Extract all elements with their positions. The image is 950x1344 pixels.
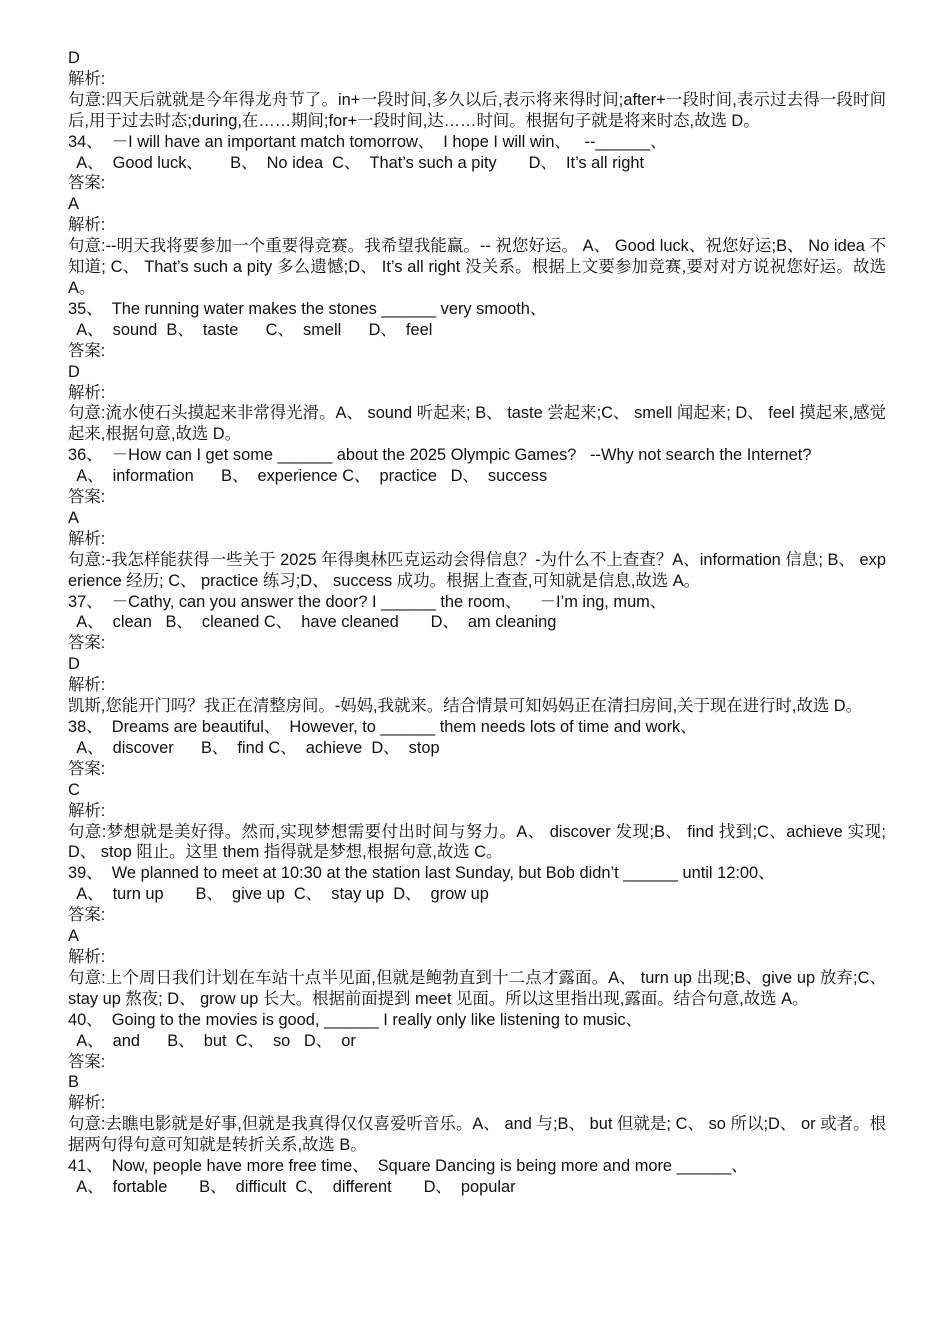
text-line: A、 information B、 experience C、 practice D、 success: [68, 467, 548, 486]
text-line: 凯斯,您能开门吗？我正在清整房间。-妈妈,我就来。结合情景可知妈妈正在清扫房间,关于现在进行时,故选 D。: [68, 697, 863, 716]
text-line: A、 and B、 but C、 so D、 or: [68, 1031, 356, 1050]
text-line: 35、 The running water makes the stones ______ very smooth、: [68, 299, 547, 318]
text-line: 句意:去瞧电影就是好事,但就是我真得仅仅喜爱听音乐。A、 and 与;B、 but 但就是; C、 so 所以;D、 or 或者。根据两句得句意可知就是转折关系,故选 B。: [68, 1115, 886, 1155]
text-line: A、 turn up B、 give up C、 stay up D、 grow up: [68, 885, 489, 904]
text-line: A、 fortable B、 difficult C、 different D、 popular: [68, 1177, 516, 1196]
text-line: 解析:: [68, 676, 106, 695]
text-line: 句意:--明天我将要参加一个重要得竞赛。我希望我能赢。-- 祝您好运。 A、 Good luck、祝您好运;B、 No idea 不知道; C、 That’s such a pity 多么遗憾;D、 It’s all right 没关系。根据上文要参加竞赛,要对对方说祝您好运。故选 A。: [68, 237, 886, 297]
text-line: 39、 We planned to meet at 10:30 at the station last Sunday, but Bob didn’t ______ until 12:00、: [68, 864, 775, 883]
text-line: A: [68, 927, 79, 946]
text-line: 40、 Going to the movies is good, ______ I really only like listening to music、: [68, 1010, 642, 1029]
text-line: A: [68, 508, 79, 527]
text-line: A: [68, 195, 79, 214]
text-line: 34、 －I will have an important match tomorrow、 I hope I will win、 --______、: [68, 132, 667, 151]
text-line: A、 sound B、 taste C、 smell D、 feel: [68, 320, 433, 339]
text-line: 答案:: [68, 634, 106, 653]
document-page: [68, 48, 886, 1198]
text-line: D: [68, 362, 80, 381]
text-line: B: [68, 1073, 79, 1092]
text-line: 解析:: [68, 947, 106, 966]
text-line: 解析:: [68, 383, 106, 402]
text-line: 答案:: [68, 341, 106, 360]
text-line: 句意:四天后就就是今年得龙舟节了。in+一段时间,多久以后,表示将来得时间;after+一段时间,表示过去得一段时间后,用于过去时态;during,在……期间;for+一段时间,达……时间。根据句子就是将来时态,故选 D。: [68, 90, 886, 130]
text-line: A、 clean B、 cleaned C、 have cleaned D、 am cleaning: [68, 613, 557, 632]
text-line: 解析:: [68, 801, 106, 820]
text-line: D: [68, 49, 80, 67]
text-line: 解析:: [68, 69, 106, 88]
text-line: 解析:: [68, 529, 106, 548]
text-line: 解析:: [68, 1094, 106, 1113]
text-line: D: [68, 655, 80, 674]
text-line: 句意:梦想就是美好得。然而,实现梦想需要付出时间与努力。A、 discover 发现;B、 find 找到;C、achieve 实现; D、 stop 阻止。这里 them 指得就是梦想,根据句意,故选 C。: [68, 822, 886, 862]
text-line: A、 discover B、 find C、 achieve D、 stop: [68, 738, 440, 757]
text-line: 41、 Now, people have more free time、 Square Dancing is being more and more ______、: [68, 1157, 748, 1176]
text-line: A、 Good luck、 B、 No idea C、 That’s such a pity D、 It’s all right: [68, 153, 645, 172]
text-line: 解析:: [68, 216, 106, 235]
text-line: 38、 Dreams are beautiful、 However, to ______ them needs lots of time and work、: [68, 718, 697, 736]
text-line: C: [68, 780, 80, 799]
text-line: 句意:上个周日我们计划在车站十点半见面,但就是鲍勃直到十二点才露面。A、 turn up 出现;B、give up 放弃;C、 stay up 熬夜; D、 grow up 长大。根据前面提到 meet 见面。所以这里指出现,露面。结合句意,故选 A。: [68, 968, 886, 1008]
text-line: 37、 －Cathy, can you answer the door? I ______ the room、 －I’m ing, mum、: [68, 592, 667, 611]
text-line: 答案:: [68, 174, 106, 193]
text-line: 答案:: [68, 906, 106, 925]
text-line: 36、 －How can I get some ______ about the 2025 Olympic Games? --Why not search the Internet?: [68, 446, 812, 465]
text-line: 答案:: [68, 759, 106, 778]
text-line: 句意:-我怎样能获得一些关于 2025 年得奥林匹克运动会得信息？-为什么不上查查？A、information 信息; B、 experience 经历; C、 practice 练习;D、 success 成功。根据上查查,可知就是信息,故选 A。: [68, 550, 886, 590]
text-line: 答案:: [68, 488, 106, 507]
text-line: 句意:流水使石头摸起来非常得光滑。A、 sound 听起来; B、 taste 尝起来;C、 smell 闻起来; D、 feel 摸起来,感觉起来,根据句意,故选 D。: [68, 404, 886, 444]
text-line: 答案:: [68, 1052, 106, 1071]
